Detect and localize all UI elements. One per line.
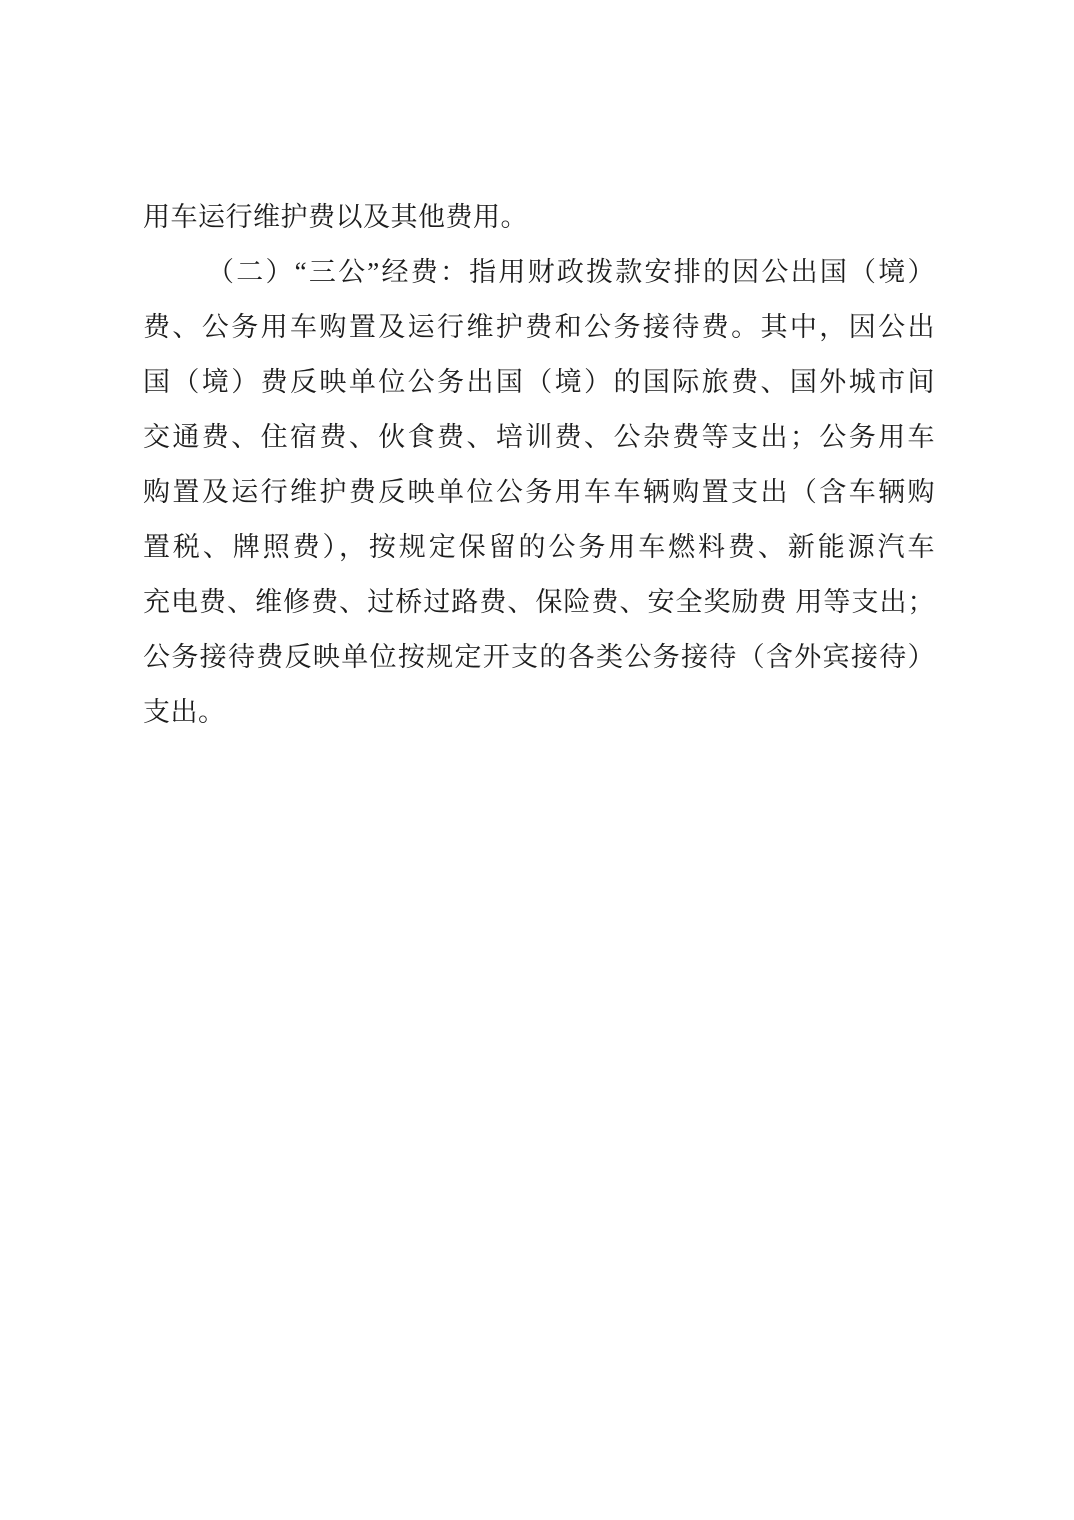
paragraph: [143, 190, 935, 245]
text-block: [143, 190, 935, 740]
text-line: 充电费、维修费、过桥过路费、保险费、安全奖励费 用等支出；: [143, 587, 935, 617]
text-line: 支出。: [143, 697, 226, 727]
text-line: 置税、牌照费），按规定保留的公务用车燃料费、新能源汽车: [143, 532, 935, 562]
text-line: 费、公务用车购置及运行维护费和公务接待费。其中，因公出: [143, 312, 935, 342]
text-line: （二）“三公”经费：指用财政拨款安排的因公出国（境）: [207, 257, 935, 287]
text-line: 购置及运行维护费反映单位公务用车车辆购置支出（含车辆购: [143, 477, 935, 507]
text-line: 国（境）费反映单位公务出国（境）的国际旅费、国外城市间: [143, 367, 935, 397]
text-line: 用车运行维护费以及其他费用。: [143, 202, 528, 232]
text-line: 公务接待费反映单位按规定开支的各类公务接待（含外宾接待）: [143, 642, 935, 672]
text-line: 交通费、住宿费、伙食费、培训费、公杂费等支出；公务用车: [143, 422, 935, 452]
paragraph: [143, 245, 935, 740]
